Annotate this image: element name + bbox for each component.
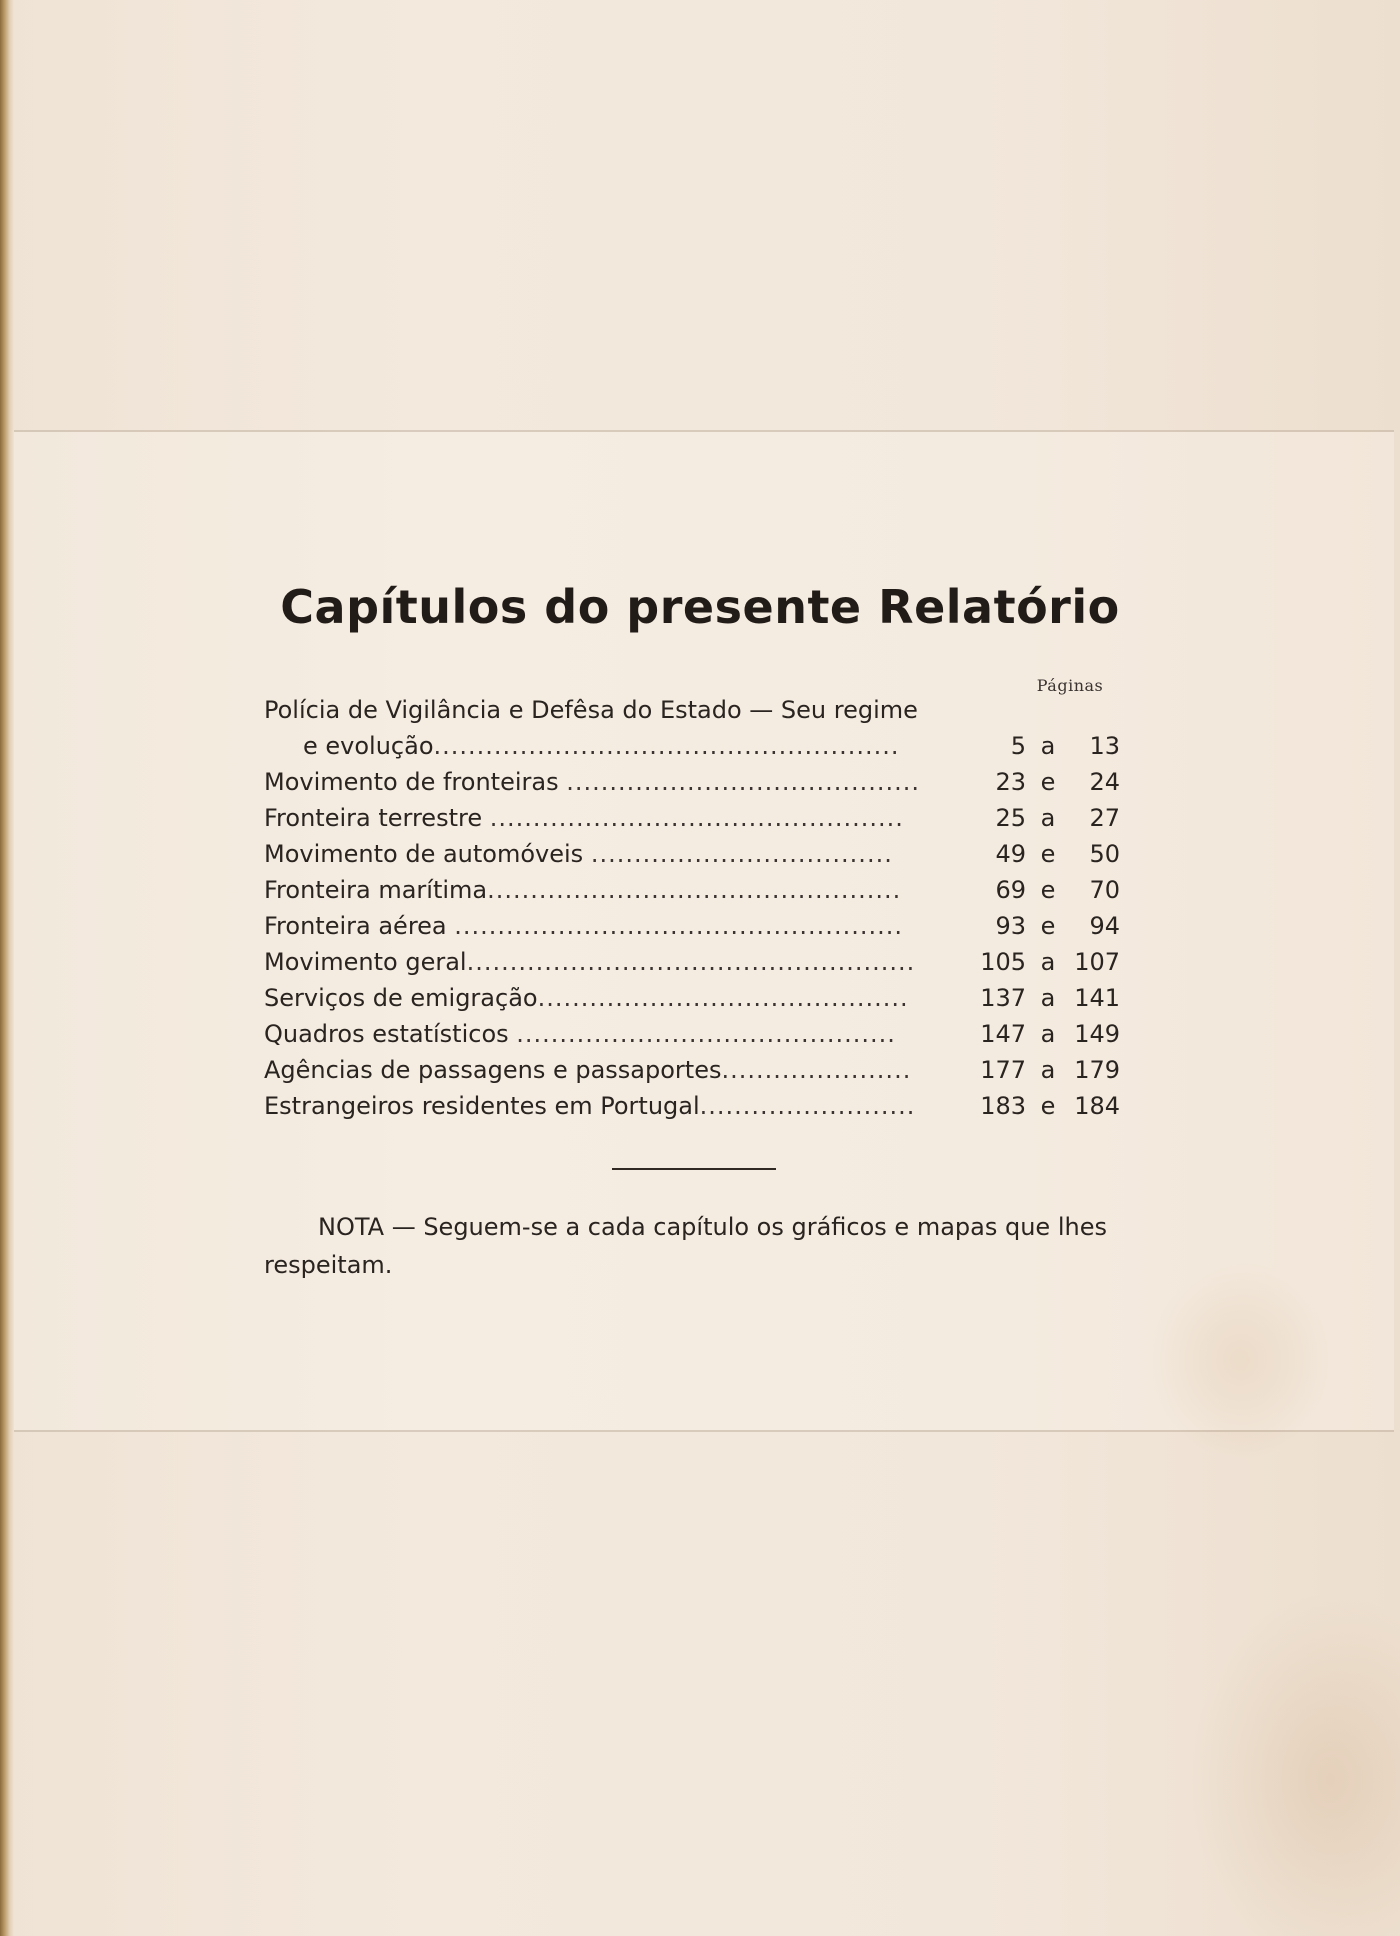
toc-entry-label: Polícia de Vigilância e Defêsa do Estado — Seu regime bbox=[264, 696, 918, 724]
toc-page-to: 141 bbox=[1074, 984, 1120, 1012]
toc-page-to: 179 bbox=[1074, 1056, 1120, 1084]
toc-entry-label: Movimento de fronteiras ......................................... bbox=[264, 768, 920, 796]
table-of-contents bbox=[264, 692, 1120, 1124]
fold-line-bottom bbox=[14, 1430, 1394, 1432]
toc-entry-label: Fronteira terrestre ................................................ bbox=[264, 804, 904, 832]
page-edge bbox=[0, 0, 14, 1936]
toc-page-to: 27 bbox=[1089, 804, 1120, 832]
toc-entry-label: Quadros estatísticos ............................................ bbox=[264, 1020, 896, 1048]
toc-row bbox=[264, 1052, 1120, 1088]
toc-page-conj: e bbox=[1040, 876, 1056, 904]
toc-row bbox=[264, 872, 1120, 908]
toc-entry-label: Movimento de automóveis ................................... bbox=[264, 840, 893, 868]
toc-page-to: 24 bbox=[1089, 768, 1120, 796]
toc-entry-label: Estrangeiros residentes em Portugal......................... bbox=[264, 1092, 916, 1120]
toc-page-from: 183 bbox=[980, 1092, 1026, 1120]
toc-page-from: 69 bbox=[995, 876, 1026, 904]
toc-page-from: 49 bbox=[995, 840, 1026, 868]
toc-entry-label: Movimento geral.................................................... bbox=[264, 948, 916, 976]
toc-page-conj: a bbox=[1040, 948, 1056, 976]
toc-page-from: 147 bbox=[980, 1020, 1026, 1048]
toc-row bbox=[264, 980, 1120, 1016]
toc-page-conj: e bbox=[1040, 1092, 1056, 1120]
toc-page-to: 70 bbox=[1089, 876, 1120, 904]
toc-page-conj: e bbox=[1040, 768, 1056, 796]
pages-column-header: Páginas bbox=[1036, 676, 1104, 695]
toc-page-from: 23 bbox=[995, 768, 1026, 796]
toc-row bbox=[264, 1016, 1120, 1052]
toc-entry-label: e evolução...................................................... bbox=[303, 732, 900, 760]
toc-page-conj: e bbox=[1040, 912, 1056, 940]
toc-page-to: 107 bbox=[1074, 948, 1120, 976]
toc-row bbox=[264, 908, 1120, 944]
toc-row bbox=[264, 944, 1120, 980]
toc-page-from: 25 bbox=[995, 804, 1026, 832]
toc-page-to: 94 bbox=[1089, 912, 1120, 940]
toc-row bbox=[264, 728, 1120, 764]
toc-page-conj: a bbox=[1040, 984, 1056, 1012]
toc-page-from: 93 bbox=[995, 912, 1026, 940]
toc-entry-label: Serviços de emigração........................................... bbox=[264, 984, 909, 1012]
toc-page-from: 105 bbox=[980, 948, 1026, 976]
toc-page-to: 50 bbox=[1089, 840, 1120, 868]
toc-entry-label: Fronteira aérea .................................................... bbox=[264, 912, 903, 940]
toc-page-to: 13 bbox=[1089, 732, 1120, 760]
toc-entry-label: Fronteira marítima................................................ bbox=[264, 876, 902, 904]
footnote: NOTA — Seguem-se a cada capítulo os gráficos e mapas que lhes respeitam. bbox=[264, 1213, 1107, 1279]
toc-page-from: 137 bbox=[980, 984, 1026, 1012]
toc-page-to: 184 bbox=[1074, 1092, 1120, 1120]
toc-page-conj: e bbox=[1040, 840, 1056, 868]
toc-page-conj: a bbox=[1040, 804, 1056, 832]
toc-page-conj: a bbox=[1040, 1020, 1056, 1048]
toc-page-to: 149 bbox=[1074, 1020, 1120, 1048]
toc-row bbox=[264, 692, 1120, 728]
toc-row bbox=[264, 836, 1120, 872]
toc-row bbox=[264, 764, 1120, 800]
section-divider bbox=[612, 1168, 776, 1170]
toc-row bbox=[264, 1088, 1120, 1124]
toc-page-from: 177 bbox=[980, 1056, 1026, 1084]
toc-page-from: 5 bbox=[1010, 732, 1026, 760]
page-title: Capítulos do presente Relatório bbox=[280, 580, 1120, 634]
toc-page-conj: a bbox=[1040, 1056, 1056, 1084]
toc-page-conj: a bbox=[1040, 732, 1056, 760]
toc-row bbox=[264, 800, 1120, 836]
toc-entry-label: Agências de passagens e passaportes...................... bbox=[264, 1056, 912, 1084]
